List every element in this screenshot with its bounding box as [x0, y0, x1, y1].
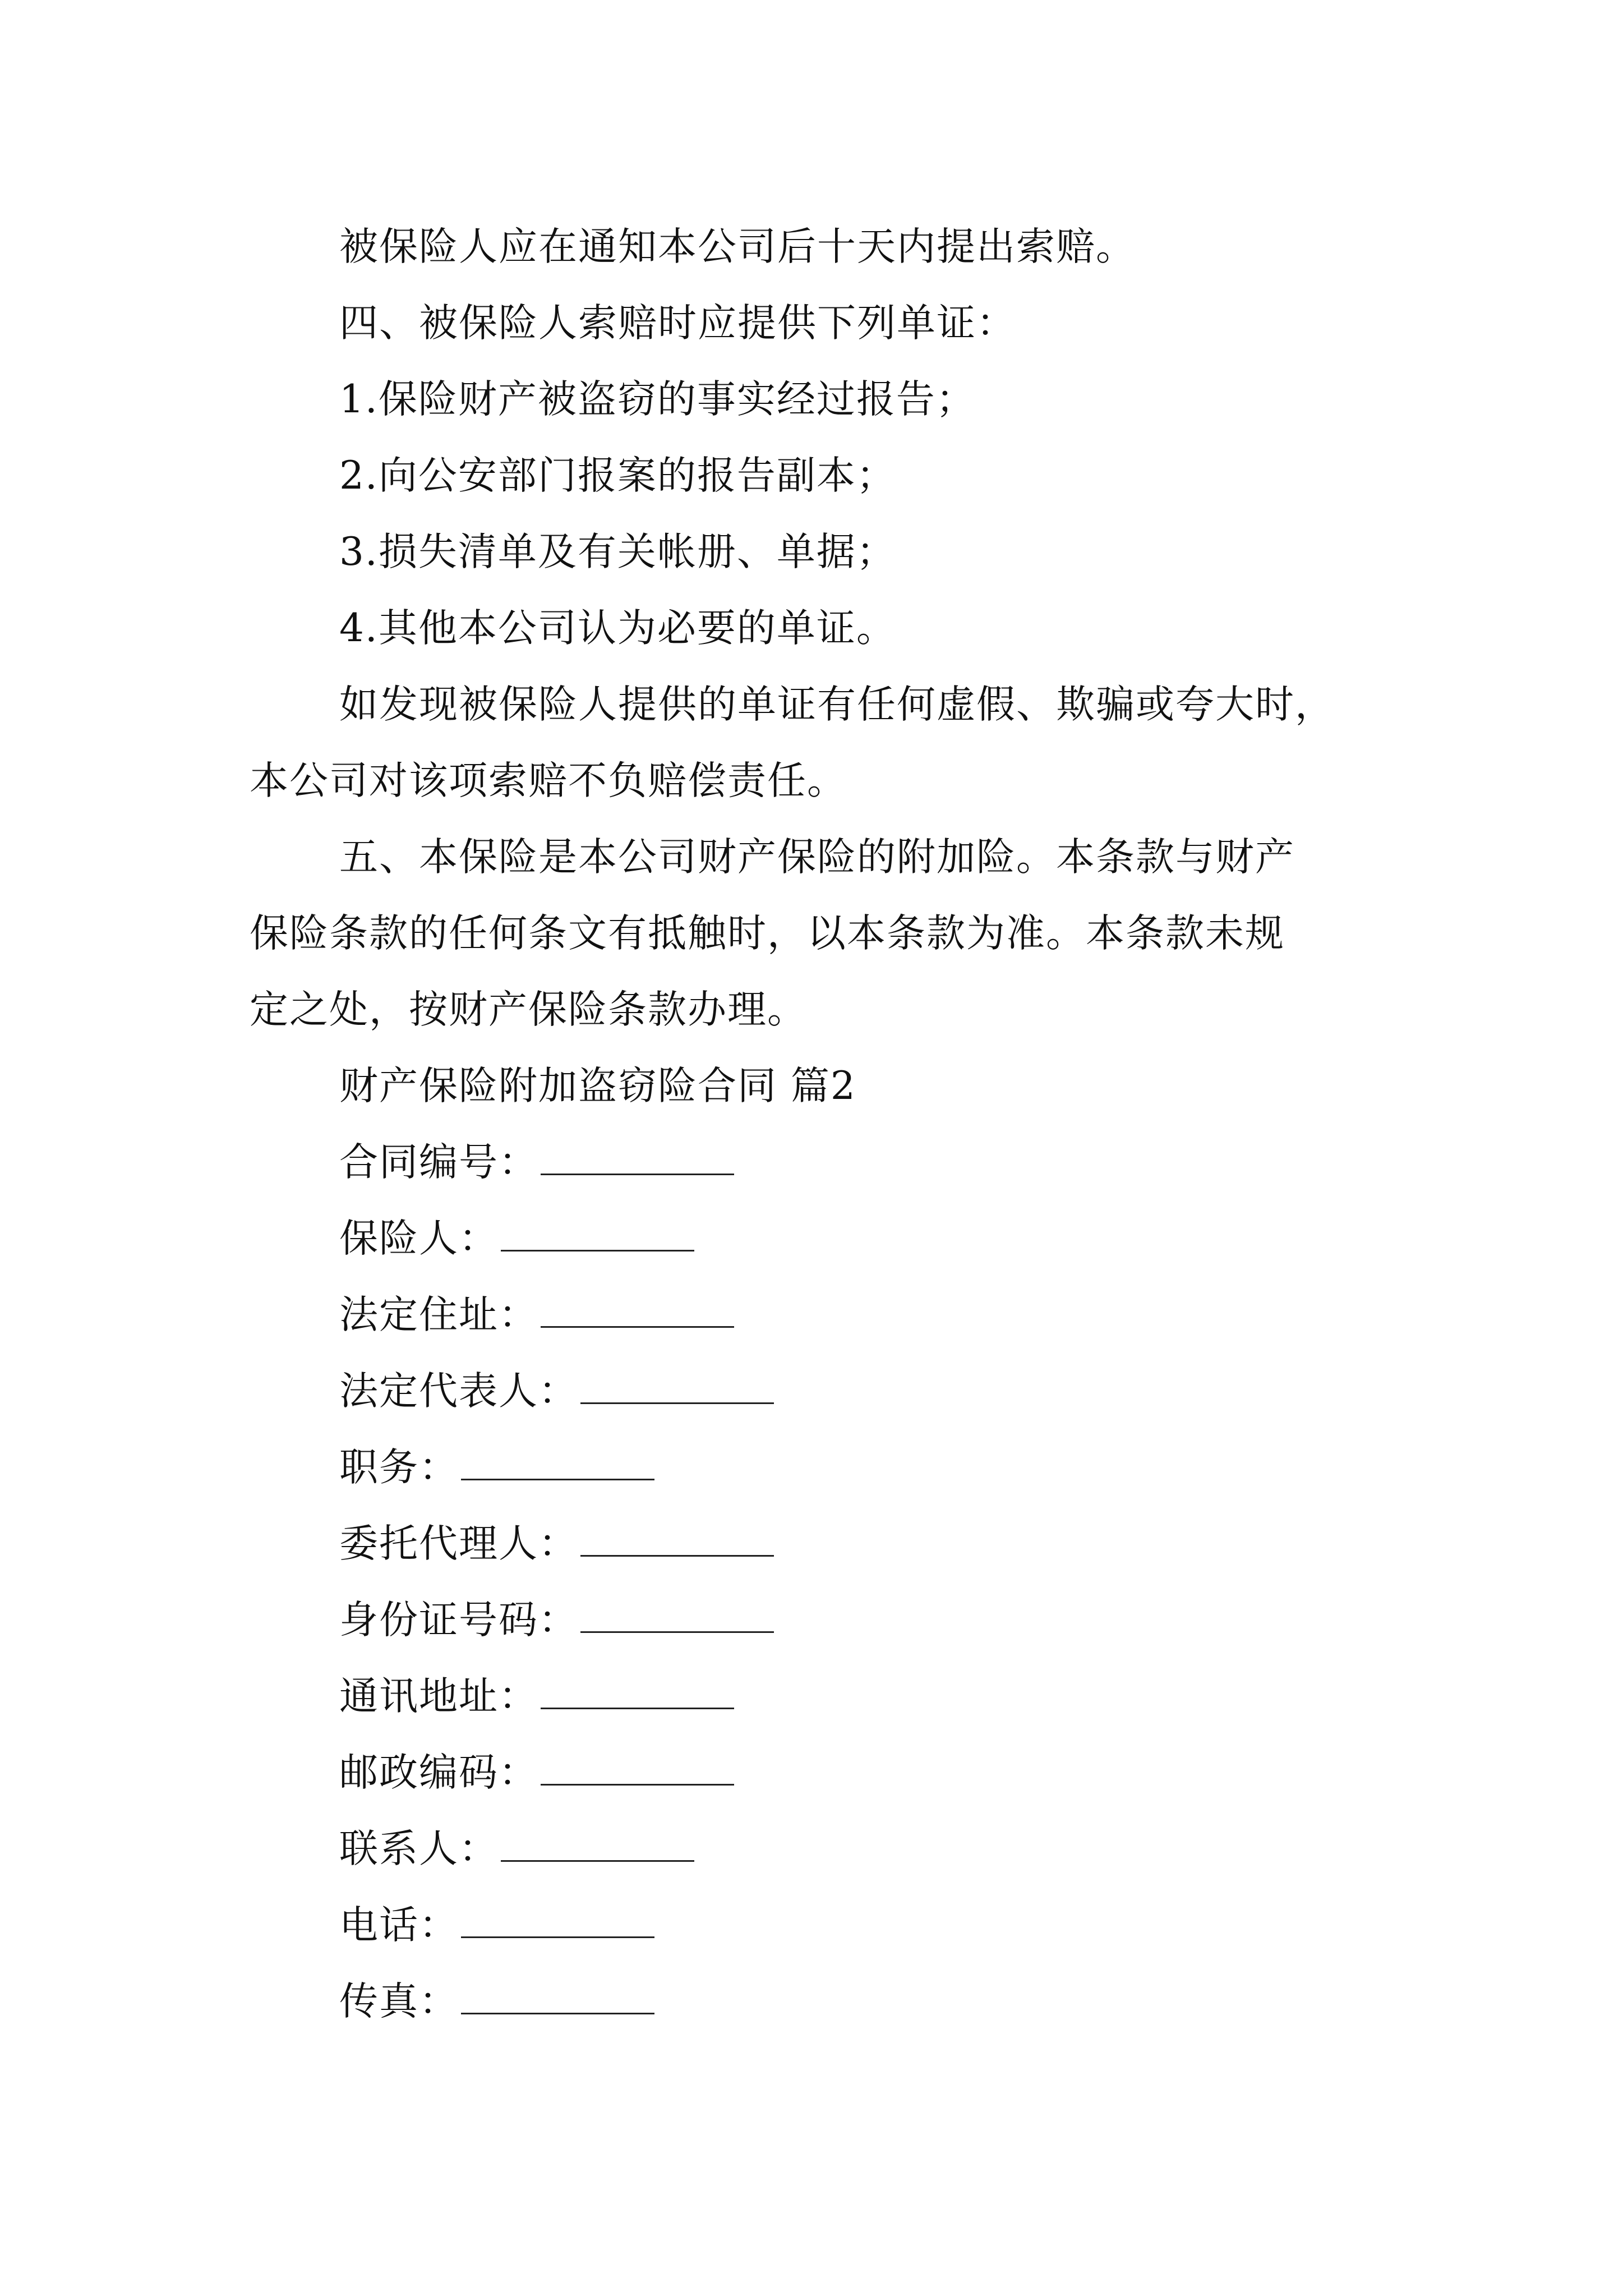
line-text: 被保险人应在通知本公司后十天内提出索赔。 [339, 224, 1136, 269]
field-label: 法定代表人： [339, 1369, 578, 1414]
list-item [250, 525, 1483, 579]
form-field-id-no [250, 1593, 1483, 1647]
paragraph-line [250, 907, 1394, 960]
field-label: 合同编号： [339, 1140, 538, 1185]
form-field-mail-address [250, 1669, 1483, 1723]
paragraph-line [250, 678, 1483, 731]
field-label: 委托代理人： [339, 1521, 578, 1566]
line-text: 4.其他本公司认为必要的单证。 [339, 606, 896, 651]
list-item [250, 449, 1483, 503]
line-text: 1.保险财产被盗窃的事实经过报告； [339, 377, 976, 422]
paragraph-line [250, 830, 1483, 884]
form-field-postcode [250, 1746, 1483, 1800]
line-text: 本公司对该项索赔不负赔偿责任。 [250, 758, 847, 803]
fill-in-blank[interactable] [541, 1140, 734, 1175]
list-item [250, 601, 1483, 655]
fill-in-blank[interactable] [541, 1292, 734, 1328]
line-text: 保险条款的任何条文有抵触时，以本条款为准。本条款未规 [250, 911, 1285, 956]
form-field-position [250, 1441, 1483, 1494]
line-text: 定之处，按财产保险条款办理。 [250, 987, 807, 1032]
fill-in-blank[interactable] [461, 1979, 654, 2014]
fill-in-blank[interactable] [580, 1598, 774, 1633]
form-field-phone [250, 1898, 1483, 1952]
fill-in-blank[interactable] [461, 1903, 654, 1938]
field-label: 法定住址： [339, 1292, 538, 1337]
line-text: 五、本保险是本公司财产保险的附加险。本条款与财产 [339, 835, 1295, 880]
field-label: 通讯地址： [339, 1674, 538, 1719]
line-text: 四、被保险人索赔时应提供下列单证： [339, 301, 1016, 346]
form-field-fax [250, 1975, 1483, 2028]
field-label: 传真： [339, 1979, 459, 2024]
fill-in-blank[interactable] [580, 1369, 774, 1404]
line-text: 2.向公安部门报案的报告副本； [339, 453, 896, 498]
fill-in-blank[interactable] [580, 1521, 774, 1557]
form-field-agent [250, 1517, 1483, 1571]
list-item [250, 372, 1483, 426]
line-text: 如发现被保险人提供的单证有任何虚假、欺骗或夸大时， [339, 682, 1335, 727]
field-label: 邮政编码： [339, 1750, 538, 1795]
fill-in-blank[interactable] [541, 1750, 734, 1786]
field-label: 电话： [339, 1903, 459, 1948]
form-field-legal-address [250, 1288, 1483, 1342]
line-text: 财产保险附加盗窃险合同 篇2 [339, 1064, 856, 1108]
field-label: 职务： [339, 1445, 459, 1490]
paragraph-line [250, 220, 1483, 274]
fill-in-blank[interactable] [501, 1216, 694, 1251]
field-label: 联系人： [339, 1826, 499, 1871]
paragraph-line [250, 296, 1483, 350]
form-field-insurer [250, 1212, 1483, 1266]
fill-in-blank[interactable] [501, 1826, 694, 1862]
form-field-legal-rep [250, 1364, 1483, 1418]
line-text: 3.损失清单及有关帐册、单据； [339, 530, 896, 574]
section-heading [250, 1059, 1483, 1113]
form-field-contact [250, 1822, 1483, 1876]
form-field-contract-no [250, 1135, 1483, 1189]
fill-in-blank[interactable] [461, 1445, 654, 1480]
fill-in-blank[interactable] [541, 1674, 734, 1709]
paragraph-line [250, 983, 1394, 1037]
paragraph-line [250, 754, 1394, 808]
field-label: 身份证号码： [339, 1598, 578, 1642]
field-label: 保险人： [339, 1216, 499, 1261]
